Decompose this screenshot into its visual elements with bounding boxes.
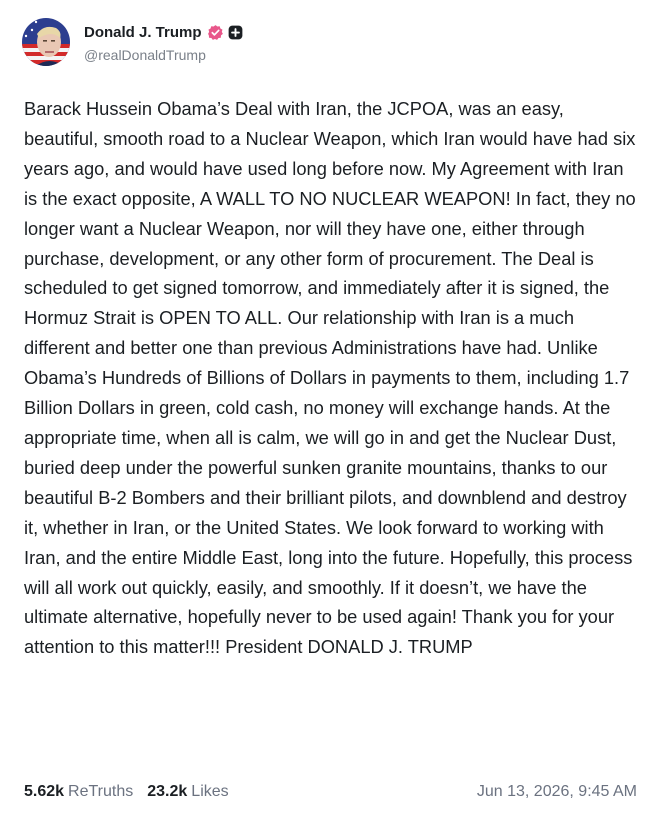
likes-label: Likes	[191, 783, 229, 800]
author-name[interactable]: Donald J. Trump	[84, 23, 202, 41]
plus-badge-icon	[228, 25, 243, 40]
retruths-count: 5.62k	[24, 783, 65, 800]
retruths-stat[interactable]	[24, 783, 133, 801]
likes-stat[interactable]	[147, 783, 228, 801]
verified-badge-icon	[207, 24, 224, 41]
avatar[interactable]	[22, 18, 70, 66]
likes-count: 23.2k	[147, 783, 188, 800]
post-body: Barack Hussein Obama’s Deal with Iran, the JCPOA, was an easy, beautiful, smooth road to a Nuclear Weapon, which Iran would have had six years ago, and would have used long before now. My Agreement with Iran is the exact opposite, A WALL TO NO NUCLEAR WEAPON! In fact, they no longer want a Nuclear Weapon, nor will they have one, either through purchase, development, or any other form of procurement. The Deal is scheduled to get signed tomorrow, and immediately after it is signed, the Hormuz Strait is OPEN TO ALL. Our relationship with Iran is a much different and better one than previous Administrations have had. Unlike Obama’s Hundreds of Billions of Dollars in payments to them, including 1.7 Billion Dollars in green, cold cash, no money will exchange hands. At the appropriate time, when all is calm, we will go in and get the Nuclear Dust, buried deep under the powerful sunken granite mountains, thanks to our beautiful B-2 Bombers and their brilliant pilots, and downblend and destroy it, whether in Iran, or the United States. We look forward to working with Iran, and the entire Middle East, long into the future. Hopefully, this process will all work out quickly, easily, and smoothly. If it doesn’t, we have the ultimate alternative, hopefully never to be used again! Thank you for your attention to this matter!!! President DONALD J. TRUMP	[24, 98, 636, 658]
author-handle[interactable]: @realDonaldTrump	[84, 47, 206, 63]
author-row	[84, 22, 243, 42]
retruths-label: ReTruths	[68, 783, 134, 800]
post-footer	[24, 780, 637, 804]
avatar-image	[22, 18, 70, 66]
post-timestamp[interactable]: Jun 13, 2026, 9:45 AM	[476, 783, 637, 800]
